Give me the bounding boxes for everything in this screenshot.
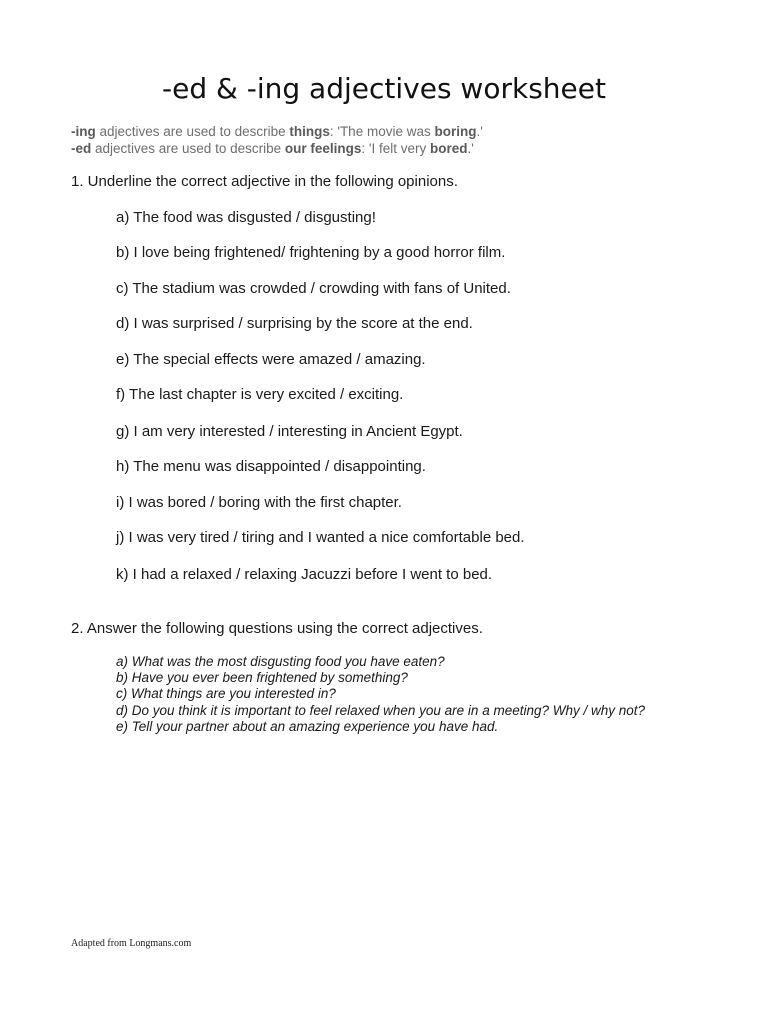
section-2-heading: 2. Answer the following questions using the correct adjectives. [71, 620, 483, 637]
question-item: b) Have you ever been frightened by something? [116, 670, 408, 685]
exercise-item: a) The food was disgusted / disgusting! [116, 209, 376, 226]
intro-text: adjectives are used to describe [95, 124, 290, 139]
intro-keyword: -ed [71, 141, 92, 156]
intro-keyword: things [289, 124, 330, 139]
question-item: d) Do you think it is important to feel relaxed when you are in a meeting? Why / why not? [116, 703, 646, 718]
intro-text: adjectives are used to describe [91, 141, 285, 156]
section-1-heading: 1. Underline the correct adjective in the following opinions. [71, 173, 458, 190]
exercise-item: h) The menu was disappointed / disappointing. [116, 458, 426, 475]
intro-text: .' [467, 141, 474, 156]
exercise-item: e) The special effects were amazed / amazing. [116, 351, 426, 368]
intro-keyword: bored [429, 141, 468, 156]
question-item: e) Tell your partner about an amazing experience you have had. [116, 719, 499, 734]
exercise-item: b) I love being frightened/ frightening by a good horror film. [116, 244, 506, 261]
exercise-item: i) I was bored / boring with the first chapter. [116, 494, 402, 511]
question-item: c) What things are you interested in? [116, 686, 336, 701]
page-title: -ed & -ing adjectives worksheet [162, 72, 606, 105]
intro-line-ing [71, 124, 483, 140]
intro-keyword: -ing [71, 124, 96, 139]
exercise-item: d) I was surprised / surprising by the score at the end. [116, 315, 473, 332]
intro-line-ed [71, 141, 474, 157]
intro-keyword: our feelings [284, 141, 362, 156]
intro-text: : 'I felt very [361, 141, 430, 156]
intro-text: : 'The movie was [329, 124, 435, 139]
exercise-item: j) I was very tired / tiring and I wanted a nice comfortable bed. [116, 529, 525, 546]
source-footer: Adapted from Longmans.com [71, 938, 192, 949]
exercise-item: k) I had a relaxed / relaxing Jacuzzi before I went to bed. [116, 566, 493, 583]
intro-text: .' [476, 124, 483, 139]
intro-keyword: boring [434, 124, 477, 139]
exercise-item: f) The last chapter is very excited / exciting. [116, 386, 404, 403]
exercise-item: g) I am very interested / interesting in Ancient Egypt. [116, 423, 463, 440]
exercise-item: c) The stadium was crowded / crowding with fans of United. [116, 280, 511, 297]
question-item: a) What was the most disgusting food you have eaten? [116, 654, 445, 669]
